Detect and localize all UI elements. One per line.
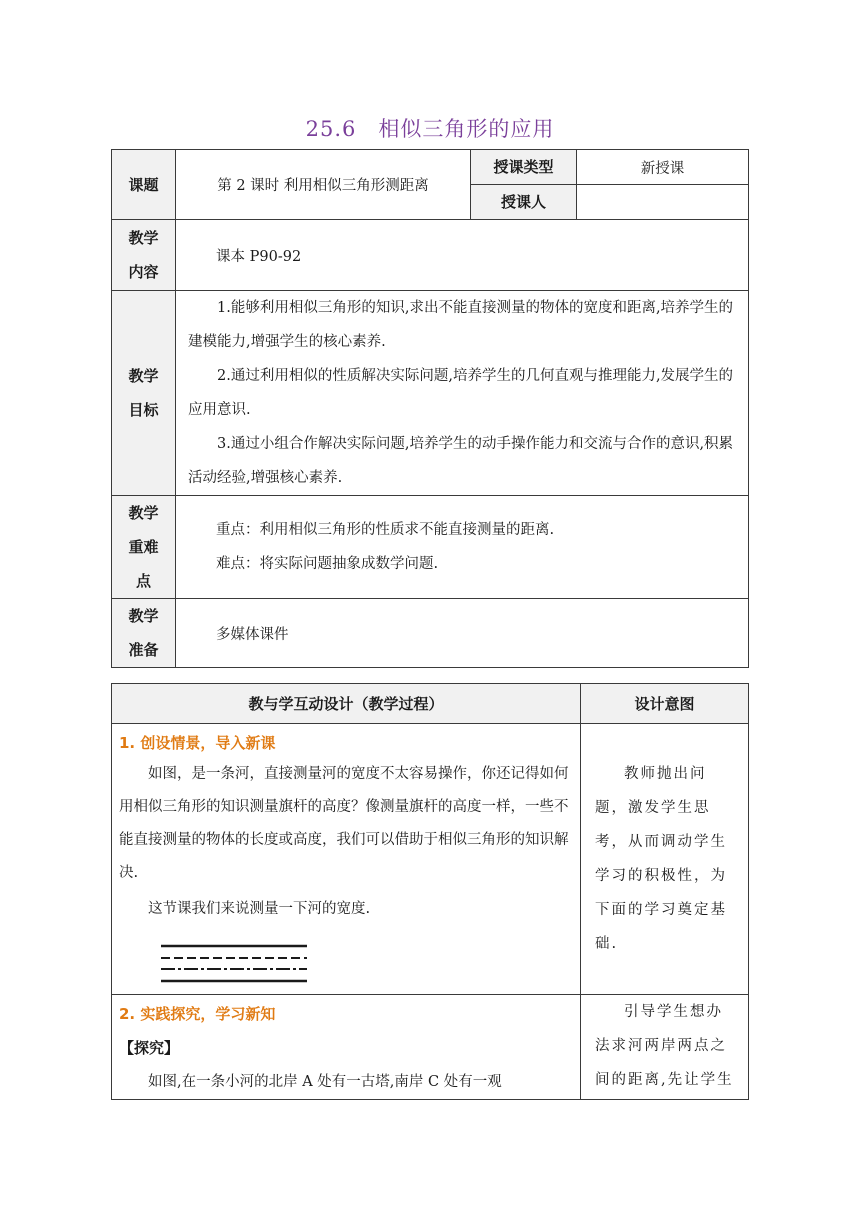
lesson-info-table — [111, 149, 749, 668]
section2-paragraph: 如图,在一条小河的北岸 A 处有一古塔,南岸 C 处有一观 — [148, 1074, 502, 1090]
goal-item: 3.通过小组合作解决实际问题,培养学生的动手操作能力和交流与合作的意识,积累活动经验,增强核心素养. — [188, 436, 734, 486]
teacher-label: 授课人 — [471, 185, 577, 220]
river-diagram — [155, 936, 315, 988]
section2-title: 2. 实践探究，学习新知 — [119, 1005, 276, 1023]
prep-label: 教学 准备 — [112, 599, 176, 668]
section2-content — [112, 995, 581, 1100]
page-title: 25.6 相似三角形的应用 — [305, 117, 555, 141]
lesson-type-label: 授课类型 — [471, 150, 577, 185]
section1-intent: 教师抛出问题，激发学生思考，从而调动学生学习的积极性，为下面的学习奠定基础. — [581, 724, 749, 995]
teaching-process-table — [111, 683, 749, 1100]
key-point: 重点：利用相似三角形的性质求不能直接测量的距离. — [216, 522, 555, 538]
difficulty-content — [176, 496, 749, 599]
intent-column-header: 设计意图 — [581, 684, 749, 724]
section1-paragraph: 如图，是一条河，直接测量河的宽度不太容易操作，你还记得如何用相似三角形的知识测量旗杆的高度？像测量旗杆的高度一样，一些不能直接测量的物体的长度或高度，我们可以借助于相似三角形的知识解决. — [119, 766, 569, 881]
lesson-type-value: 新授课 — [577, 150, 749, 185]
difficulty-label: 教学 重难 点 — [112, 496, 176, 599]
teacher-value — [577, 185, 749, 220]
section1-content — [112, 724, 581, 995]
prep-value: 多媒体课件 — [176, 599, 749, 668]
section1-title: 1. 创设情景，导入新课 — [119, 734, 276, 752]
goal-item: 1.能够利用相似三角形的知识,求出不能直接测量的物体的宽度和距离,培养学生的建模能力,增强学生的核心素养. — [188, 300, 734, 350]
explore-heading: 【探究】 — [119, 1039, 180, 1057]
section2-intent: 引导学生想办法求河两岸两点之间的距离,先让学生 — [581, 995, 749, 1100]
content-label: 教学 内容 — [112, 220, 176, 291]
goals-label: 教学 目标 — [112, 291, 176, 496]
topic-label: 课题 — [112, 150, 176, 220]
process-column-header: 教与学互动设计（教学过程） — [112, 684, 581, 724]
section1-paragraph: 这节课我们来说测量一下河的宽度. — [148, 901, 371, 917]
goal-item: 2.通过利用相似的性质解决实际问题,培养学生的几何直观与推理能力,发展学生的应用意识. — [188, 368, 734, 418]
goals-list — [176, 291, 749, 496]
content-value: 课本 P90-92 — [176, 220, 749, 291]
hard-point: 难点：将实际问题抽象成数学问题. — [216, 556, 439, 572]
topic-value: 第 2 课时 利用相似三角形测距离 — [176, 150, 471, 220]
